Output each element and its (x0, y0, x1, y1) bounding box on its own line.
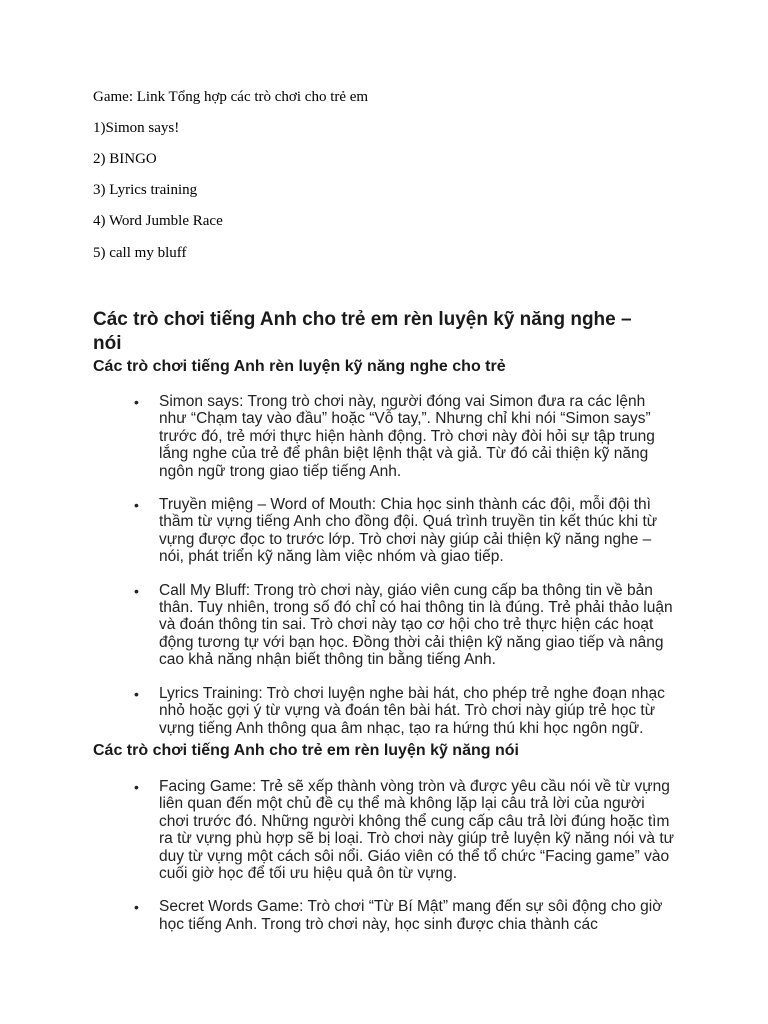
bullet-icon: • (134, 899, 139, 916)
game-item-2: 2) BINGO (93, 151, 157, 167)
game-item-1: 1)Simon says! (93, 120, 180, 136)
list-item (0, 393, 768, 480)
game-item-3: 3) Lyrics training (93, 182, 198, 198)
section-title: Các trò chơi tiếng Anh cho trẻ em rèn luyện kỹ năng nghe – nói (93, 309, 632, 354)
speaking-game-list (0, 778, 768, 933)
bullet-icon: • (134, 582, 139, 599)
list-item-text: Simon says: Trong trò chơi này, người đóng vai Simon đưa ra các lệnh như “Chạm tay vào đầu” hoặc “Vỗ tay,”. Nhưng chỉ khi nói “Simon says” trước đó, trẻ mới thực hiện hành động. Trò chơi này đòi hỏi sự tập trung lắng nghe của trẻ để phân biệt lệnh thật và giả. Từ đó cải thiện kỹ năng ngôn ngữ trong giao tiếp tiếng Anh. (159, 393, 655, 480)
list-item (0, 496, 768, 566)
list-item (0, 685, 768, 737)
game-item-4: 4) Word Jumble Race (93, 213, 223, 229)
bullet-icon: • (134, 497, 139, 514)
listening-game-list (0, 393, 768, 737)
list-item-text: Facing Game: Trẻ sẽ xếp thành vòng tròn và được yêu cầu nói về từ vựng liên quan đến một chủ đề cụ thể mà không lặp lại câu trả lời của người chơi trước đó. Những người không thể cung cấp câu trả lời đúng hoặc tìm ra từ vựng phù hợp sẽ bị loại. Trò chơi này giúp trẻ luyện kỹ năng nói và tư duy từ vựng một cách sôi nổi. Giáo viên có thể tổ chức “Facing game” vào cuối giờ học để tối ưu hiệu quả ôn từ vựng. (159, 778, 675, 883)
list-item (0, 582, 768, 669)
list-item (0, 778, 768, 882)
bullet-icon: • (134, 394, 139, 410)
game-item-5: 5) call my bluff (93, 245, 187, 261)
list-item-text: Call My Bluff: Trong trò chơi này, giáo viên cung cấp ba thông tin về bản thân. Tuy nhiên, trong số đó chỉ có hai thông tin là đúng. Trẻ phải thảo luận và đoán thông tin sai. Trò chơi này tạo cơ hội cho trẻ thực hiện các hoạt động tương tự với bạn học. Đồng thời cải thiện kỹ năng giao tiếp và nâng cao khả năng nhận biết thông tin bằng tiếng Anh. (159, 581, 673, 669)
list-item-text: Truyền miệng – Word of Mouth: Chia học sinh thành các đội, mỗi đội thì thầm từ vựng tiếng Anh cho đồng đội. Quá trình truyền tin kết thúc khi từ vựng được đọc to trước lớp. Trò chơi này giúp cải thiện kỹ năng nghe – nói, phát triển kỹ năng làm việc nhóm và giao tiếp. (159, 496, 658, 566)
list-item-text: Lyrics Training: Trò chơi luyện nghe bài hát, cho phép trẻ nghe đoạn nhạc nhỏ hoặc gợi ý từ vựng và đoán tên bài hát. Trò chơi này giúp trẻ học từ vựng tiếng Anh thông qua âm nhạc, tạo ra hứng thú khi học ngôn ngữ. (159, 684, 665, 737)
bullet-icon: • (134, 779, 139, 795)
list-item-text: Secret Words Game: Trò chơi “Từ Bí Mật” mang đến sự sôi động cho giờ học tiếng Anh. Trong trò chơi này, học sinh được chia thành các (159, 898, 663, 933)
speaking-heading: Các trò chơi tiếng Anh cho trẻ em rèn luyện kỹ năng nói (93, 742, 519, 759)
game-link-line: Game: Link Tổng hợp các trò chơi cho trẻ em (93, 89, 369, 105)
bullet-icon: • (134, 685, 139, 702)
listening-heading: Các trò chơi tiếng Anh rèn luyện kỹ năng nghe cho trẻ (93, 358, 506, 375)
list-item (0, 898, 768, 933)
